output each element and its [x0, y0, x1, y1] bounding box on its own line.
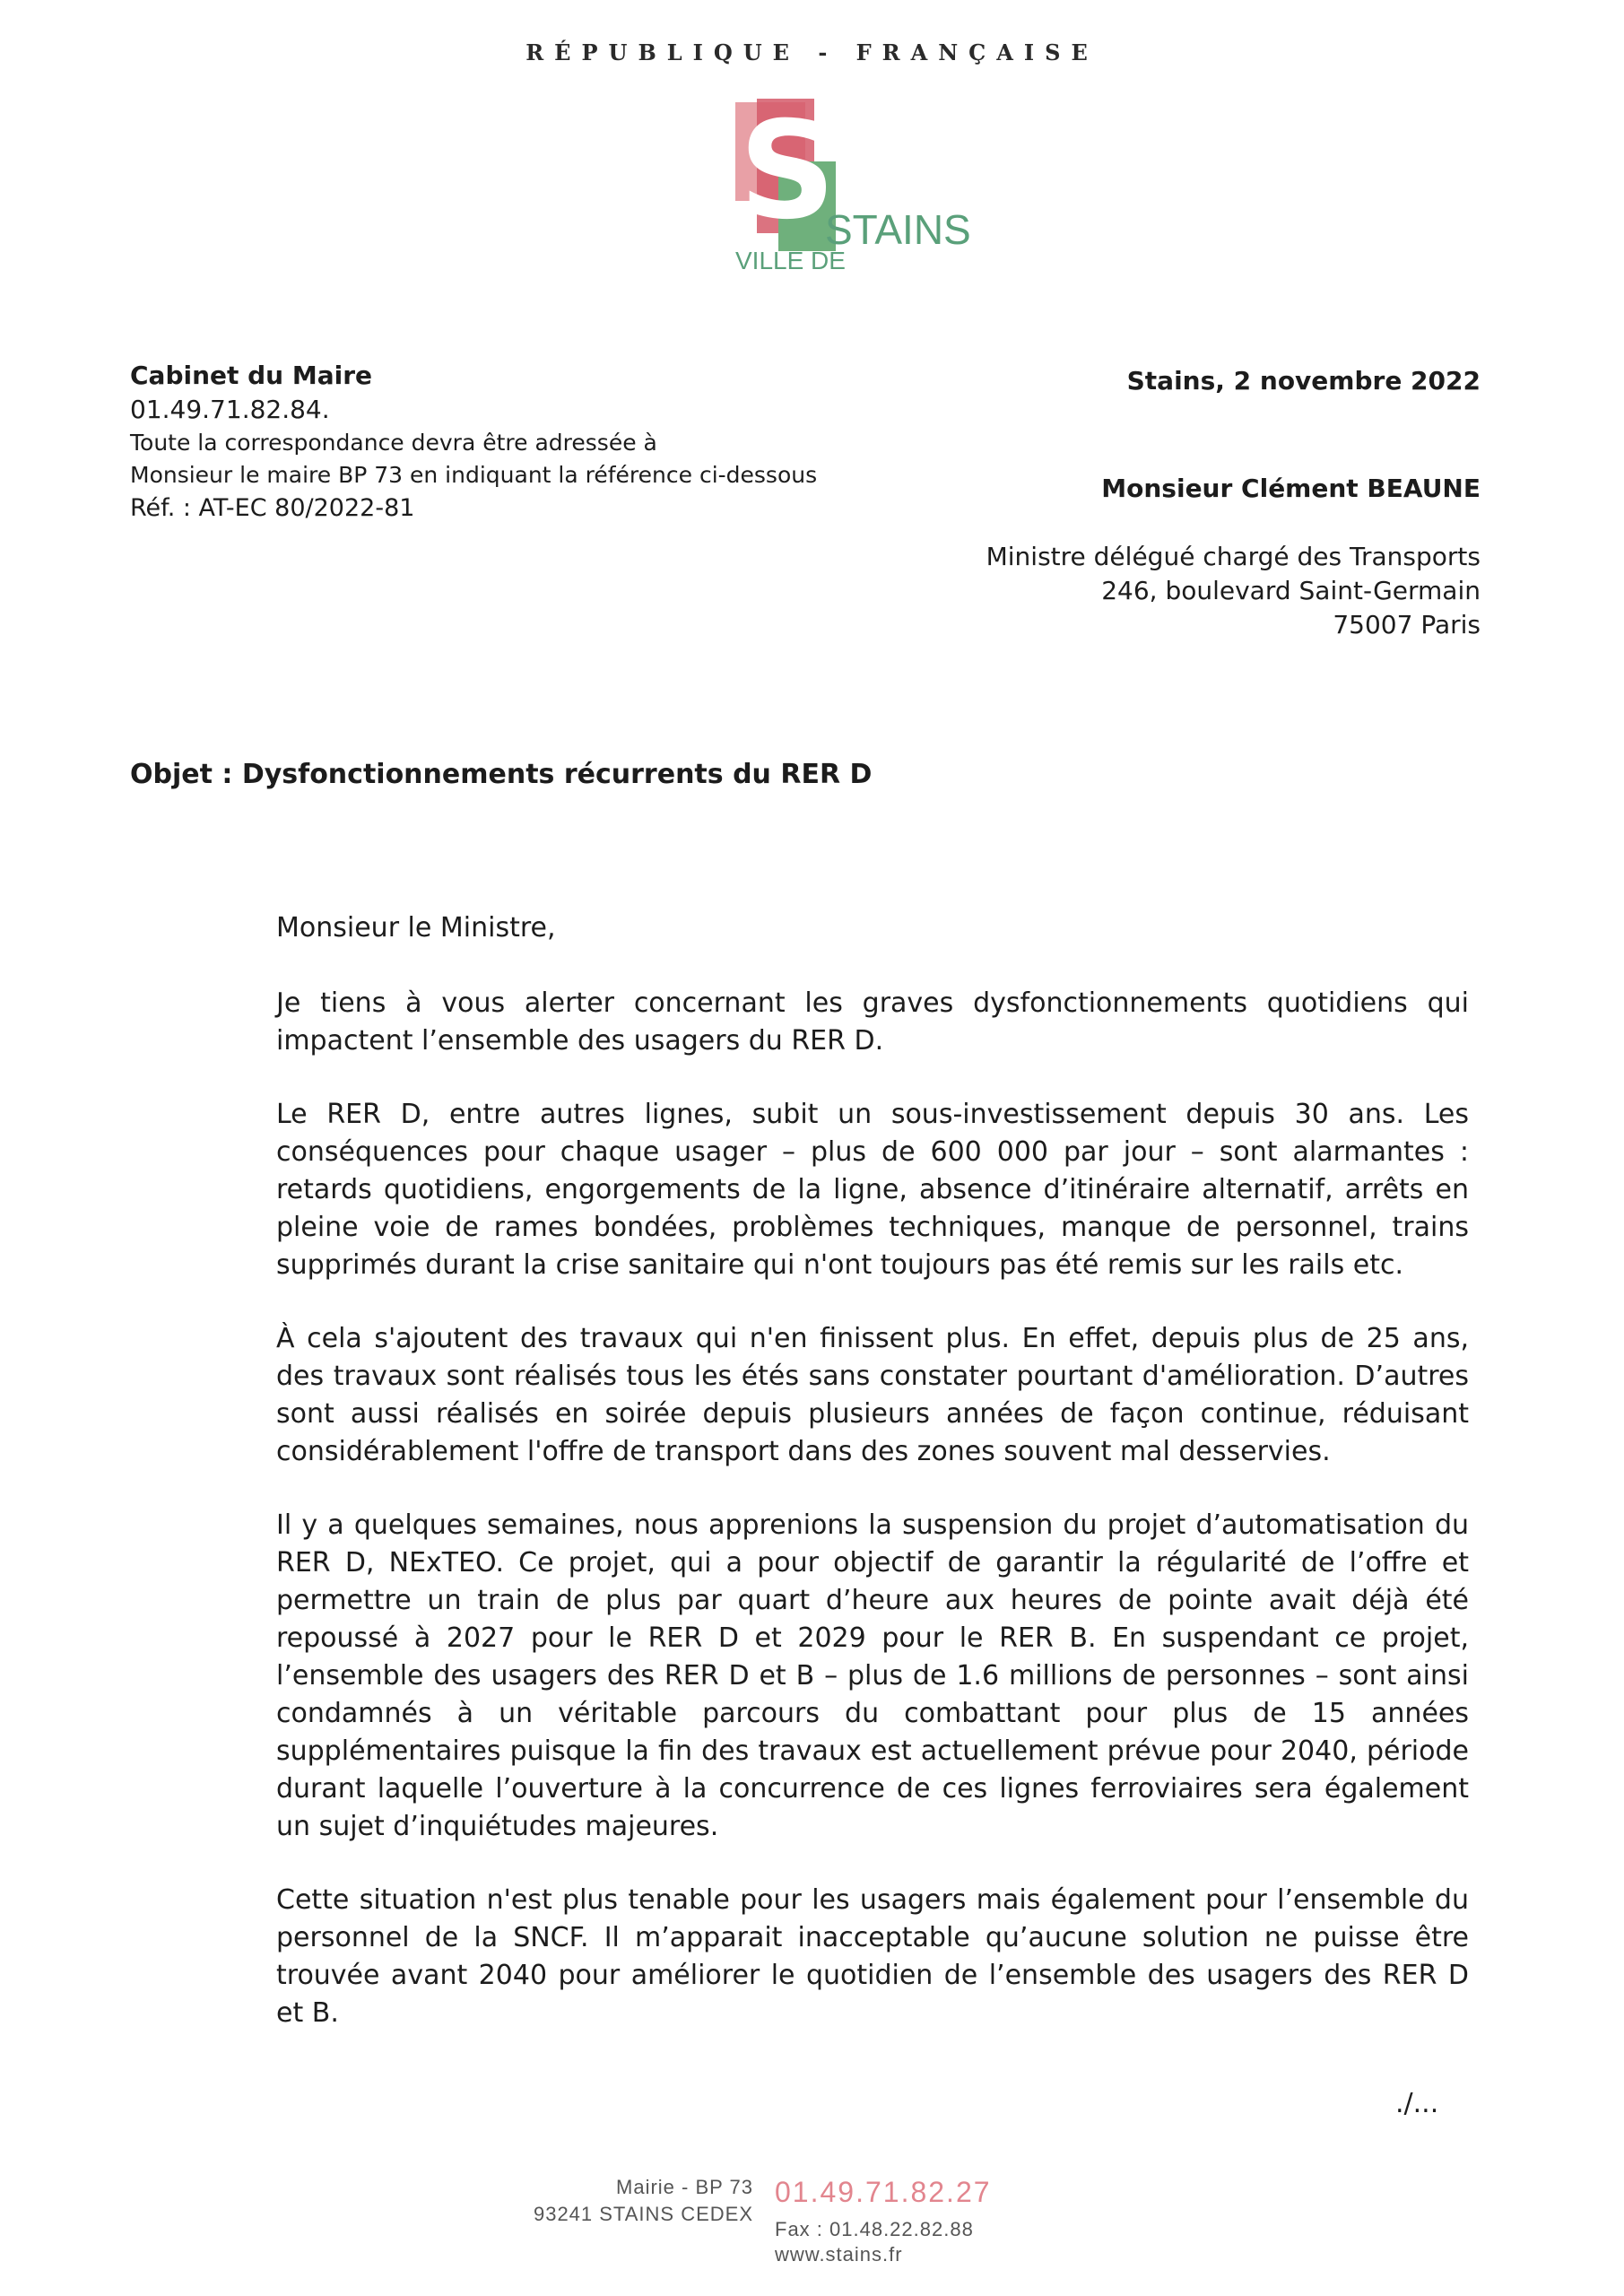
paragraph: Il y a quelques semaines, nous apprenions la suspension du projet d’automatisation du RER D, NExTEO. Ce projet, qui a pour objectif de garantir la régularité de l’offre et permettre un train de plus par quart d’heure aux heures de pointe avait déjà été repoussé à 2027 pour le RER D et 2029 pour le RER B. En suspendant ce projet, l’ensemble des usagers des RER D et B – plus de 1.6 millions de personnes – sont ainsi condamnés à un véritable parcours du combattant pour plus de 15 années supplémentaires puisque la fin des travaux est actuellement prévue pour 2040, période durant laquelle l’ouverture à la concurrence de ces lignes ferroviaires sera également un sujet d’inquiétudes majeures.: [276, 1509, 1469, 1842]
footer-phone: 01.49.71.82.27: [775, 2176, 992, 2208]
recipient-address: [986, 540, 1481, 642]
paragraph: Le RER D, entre autres lignes, subit un sous-investissement depuis 30 ans. Les conséquences pour chaque usager – plus de 600 000 par jour – sont alarmantes : retards quotidiens, engorgements de la ligne, absence d’itinéraire alternatif, arrêts en pleine voie de rames bondées, problèmes techniques, manque de personnel, trains supprimés durant la crise sanitaire qui n'ont toujours pas été remis sur les rails etc.: [276, 1099, 1469, 1281]
sender-phone: 01.49.71.82.84.: [130, 395, 330, 424]
footer-address-line1: Mairie - BP 73: [616, 2176, 753, 2198]
footer-address: [448, 2174, 753, 2228]
sender-note-line2: Monsieur le maire BP 73 en indiquant la référence ci-dessous: [130, 462, 818, 488]
paragraph: À cela s'ajoutent des travaux qui n'en finissent plus. En effet, depuis plus de 25 ans, des travaux sont réalisés tous les étés sans constater pourtant d'amélioration. D’autres sont aussi réalisés en soirée depuis plusieurs années de façon continue, réduisant considérablement l'offre de transport dans des zones souvent mal desservies.: [276, 1323, 1469, 1467]
paragraph: Je tiens à vous alerter concernant les graves dysfonctionnements quotidiens qui impactent l’ensemble des usagers du RER D.: [276, 987, 1469, 1057]
salutation: Monsieur le Ministre,: [276, 912, 556, 944]
republic-header: RÉPUBLIQUE - FRANÇAISE: [525, 39, 1099, 65]
continuation-mark: ./...: [1395, 2088, 1439, 2119]
sender-block: [130, 359, 865, 526]
letter-date: Stains, 2 novembre 2022: [1126, 366, 1481, 396]
recipient-line2: 246, boulevard Saint-Germain: [1101, 576, 1481, 605]
logo-prefix: VILLE DE: [735, 247, 846, 274]
footer-fax: Fax : 01.48.22.82.88: [775, 2218, 974, 2240]
sender-note-line1: Toute la correspondance devra être adressée à: [130, 430, 657, 456]
recipient-line1: Ministre délégué chargé des Transports: [986, 542, 1481, 571]
footer-website: www.stains.fr: [775, 2243, 903, 2266]
logo-letter: S: [738, 99, 837, 249]
recipient-line3: 75007 Paris: [1333, 610, 1481, 639]
footer-address-line2: 93241 STAINS CEDEX: [533, 2203, 753, 2225]
letter-subject: Objet : Dysfonctionnements récurrents du RER D: [130, 759, 873, 790]
paragraph: Cette situation n'est plus tenable pour les usagers mais également pour l’ensemble du personnel de la SNCF. Il m’apparait inacceptable qu’aucune solution ne puisse être trouvée avant 2040 pour améliorer le quotidien de l’ensemble des usagers des RER D et B.: [276, 1884, 1469, 2029]
stains-logo-graphic: [735, 99, 986, 278]
logo-name: STAINS: [825, 206, 971, 253]
letter-body: [276, 909, 1469, 2068]
sender-name: Cabinet du Maire: [130, 361, 373, 390]
footer-contact: [775, 2174, 1133, 2267]
stains-logo: [735, 99, 986, 278]
reference: Réf. : AT-EC 80/2022-81: [130, 494, 415, 522]
recipient-name: Monsieur Clément BEAUNE: [1101, 474, 1481, 503]
